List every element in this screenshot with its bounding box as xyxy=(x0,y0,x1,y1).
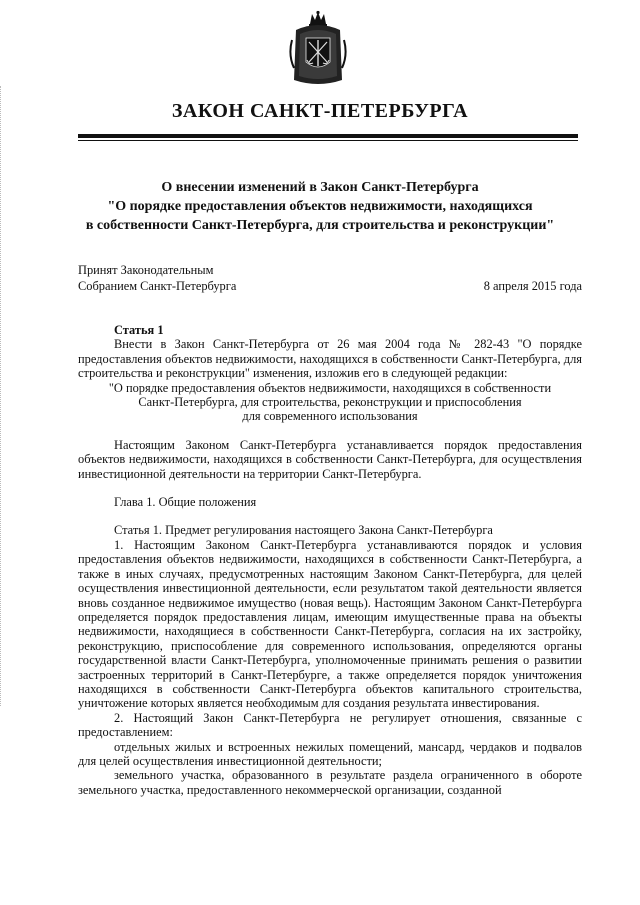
article-title: Статья 1. Предмет регулирования настоящего Закона Санкт-Петербурга xyxy=(114,523,493,538)
adopted-by xyxy=(78,262,328,294)
quoted-title-line2: Санкт-Петербурга, для строительства, реконструкции и приспособления xyxy=(138,395,522,410)
article1-title: Статья 1 xyxy=(114,323,164,337)
law-heading-line2: "О порядке предоставления объектов недвижимости, находящихся xyxy=(107,199,533,214)
quoted-title-line1: "О порядке предоставления объектов недвижимости, находящихся в собственности xyxy=(108,380,552,395)
preamble-paragraph: Настоящим Законом Санкт-Петербурга устанавливается порядок предоставления объектов недвижимости, находящихся в собственности Санкт-Петербурга, для осуществления инвестиционной деятельности на территории Санкт-Петербурга. xyxy=(78,437,582,481)
document-body xyxy=(78,323,582,797)
title-rule-thick xyxy=(78,134,578,138)
title-rule-thin xyxy=(78,140,578,141)
law-heading-line3: в собственности Санкт-Петербурга, для строительства и реконструкции" xyxy=(85,218,555,233)
adopted-line1: Принят Законодательным xyxy=(78,263,214,277)
coat-of-arms-icon xyxy=(288,10,348,88)
adopted-line2: Собранием Санкт-Петербурга xyxy=(78,279,237,293)
law-heading xyxy=(0,178,640,235)
quoted-title-line3: для современного использования xyxy=(242,409,418,424)
item-2-paragraph: 2. Настоящий Закон Санкт-Петербурга не регулирует отношения, связанные с предоставлением: xyxy=(78,710,582,740)
article1-paragraph: Внести в Закон Санкт-Петербурга от 26 мая 2004 года № 282-43 "О порядке предоставления объектов недвижимости, находящихся в собственности Санкт-Петербурга, для строительства и реконструкции" изменения, изложив его в следующей редакции: xyxy=(78,337,582,381)
document-title: ЗАКОН САНКТ-ПЕТЕРБУРГА xyxy=(171,100,469,122)
item-2a-paragraph: отдельных жилых и встроенных нежилых помещений, мансард, чердаков и подвалов для целей осуществления инвестиционной деятельности; xyxy=(78,739,582,768)
item-1-paragraph: 1. Настоящим Законом Санкт-Петербурга устанавливаются порядок и условия предоставления объектов недвижимости, находящихся в собственности Санкт-Петербурга, а также в иных случаях, предусмотренных настоящим Законом Санкт-Петербурга, для целей осуществления инвестиционной деятельности, если результатом такой деятельности является вновь созданное недвижимое имущество (новая вещь). Настоящим Законом Санкт-Петербурга определяется порядок предоставления лицам, имеющим имущественные права на объекты недвижимости, находящиеся в собственности Санкт-Петербурга, согласия на их застройку, реконструкцию, приспособление для современного использования, определяются органы государственной власти Санкт-Петербурга, уполномоченные принимать решения о развитии застроенных территорий в Санкт-Петербурге, а также определяется порядок уничтожения находящихся в собственности Санкт-Петербурга объектов капитального строительства, уничтожение которых является необходимым для создания результата инвестирования. xyxy=(78,537,582,711)
law-heading-line1: О внесении изменений в Закон Санкт-Петербурга xyxy=(161,180,479,195)
chapter-heading: Глава 1. Общие положения xyxy=(114,495,257,510)
item-2b-paragraph: земельного участка, образованного в результате раздела ограниченного в обороте земельного участка, предоставленного некоммерческой организации, созданной xyxy=(78,768,582,797)
adopted-date: 8 апреля 2015 года xyxy=(483,279,582,293)
